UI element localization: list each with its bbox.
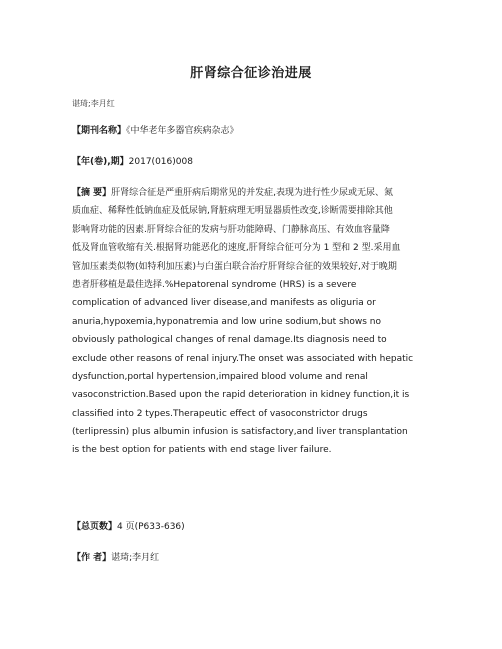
page-count-field [72, 521, 185, 533]
abstract-line: vasoconstriction.Based upon the rapid deterioration in kidney function,it is [72, 390, 410, 401]
abstract-line: classified into 2 types.Therapeutic effect of vasoconstrictor drugs [72, 408, 368, 419]
author-label: 【作 者】 [72, 553, 112, 563]
abstract-line: 影响肾功能的因素.肝肾综合征的发病与肝功能障碍、门静脉高压、有效血容量降 [72, 224, 390, 235]
abstract-line [72, 184, 434, 202]
abstract-text: 肝肾综合征是严重肝病后期常见的并发症,表现为进行性少尿或无尿、氮 [111, 188, 394, 198]
abstract-line: anuria,hypoxemia,hyponatremia and low urine sodium,but shows no [72, 316, 381, 327]
journal-value: 《中华老年多器官疾病杂志》 [126, 126, 239, 136]
abstract-line: 管加压素类似物(如特利加压素)与白蛋白联合治疗肝肾综合征的效果较好,对于晚期 [72, 261, 397, 272]
page-count-label: 【总页数】 [72, 522, 118, 532]
journal-label: 【期刊名称】 [72, 126, 127, 136]
year-issue-label: 【年(卷),期】 [72, 157, 129, 167]
abstract-block [72, 184, 434, 460]
abstract-line: exclude other reasons of renal injury.The onset was associated with hepatic [72, 353, 414, 364]
journal-field [72, 125, 239, 137]
author-field [72, 552, 159, 564]
year-issue-field [72, 156, 193, 168]
abstract-line: 低及肾血管收缩有关.根据肾功能恶化的速度,肝肾综合征可分为 1 型和 2 型.采用血 [72, 243, 401, 254]
abstract-line: obviously pathological changes of renal damage.Its diagnosis need to [72, 335, 387, 346]
author-value: 谌琦;李月红 [111, 553, 160, 563]
abstract-line: 质血症、稀释性低钠血症及低尿钠,肾脏病理无明显器质性改变,诊断需要排除其他 [72, 206, 393, 217]
abstract-line: complication of advanced liver disease,and manifests as oliguria or [72, 298, 376, 309]
abstract-line: (terlipressin) plus albumin infusion is satisfactory,and liver transplantation [72, 427, 408, 438]
year-issue-value: 2017(016)008 [128, 157, 193, 167]
authors-line: 谌琦;李月红 [72, 99, 115, 108]
abstract-line: is the best option for patients with end stage liver failure. [72, 445, 332, 456]
page-count-value: 4 页(P633-636) [117, 522, 185, 532]
abstract-line: dysfunction,portal hypertension,impaired blood volume and renal [72, 371, 368, 382]
abstract-line: 患者肝移植是最佳选择.%Hepatorenal syndrome (HRS) is a severe [72, 279, 357, 290]
abstract-label: 【摘 要】 [72, 188, 112, 198]
document-title: 肝肾综合征诊治进展 [190, 66, 312, 81]
